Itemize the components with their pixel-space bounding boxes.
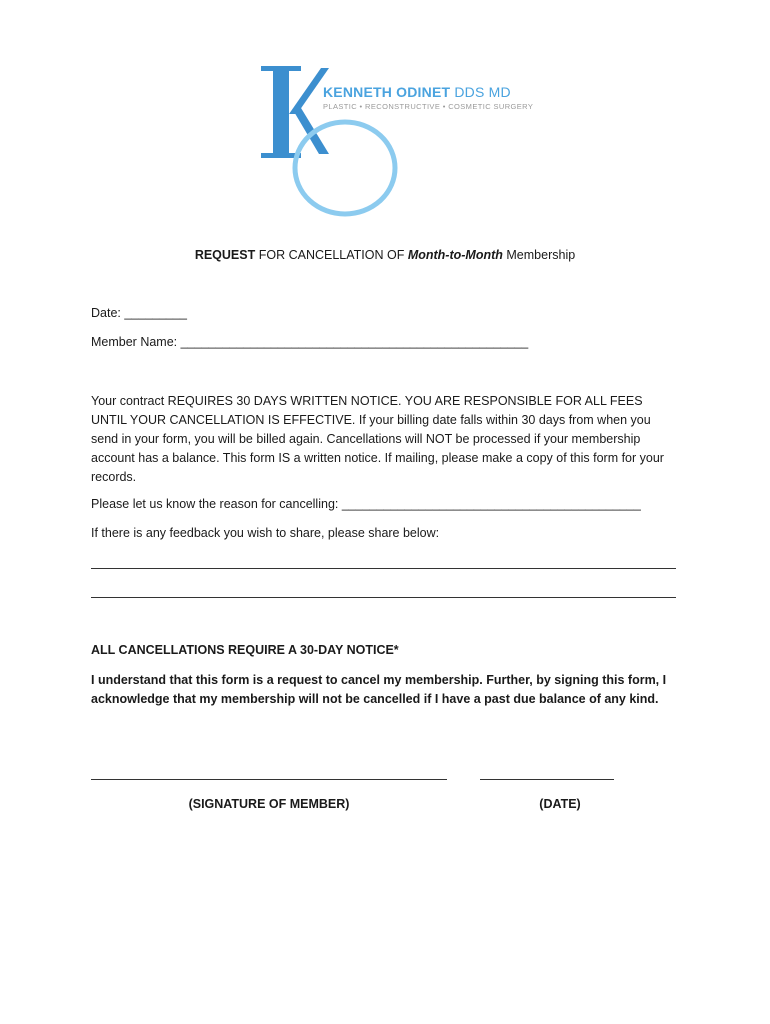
feedback-line-1[interactable] [91,568,676,569]
reason-field[interactable]: Please let us know the reason for cancelling: ___________________________________________ [91,497,641,511]
member-signature-line[interactable] [91,779,447,780]
requirement-heading: ALL CANCELLATIONS REQUIRE A 30-DAY NOTICE* [91,643,399,657]
member-name-field[interactable]: Member Name: __________________________________________________ [91,335,529,349]
document-title: REQUEST FOR CANCELLATION OF Month-to-Month Membership [194,248,576,262]
notice-paragraph: Your contract REQUIRES 30 DAYS WRITTEN NOTICE. YOU ARE RESPONSIBLE FOR ALL FEES UNTIL YOUR CANCELLATION IS EFFECTIVE. If your billing date falls within 30 days from when you send in your form, you will be billed again. Cancellations will NOT be processed if your membership account has a balance. This form IS a written notice. If mailing, please make a copy of this form for your records. [91,394,664,484]
signature-of-member-label: (SIGNATURE OF MEMBER) [188,797,350,811]
date-signature-line[interactable] [480,779,614,780]
brand-name: KENNETH ODINET DDS MD [323,84,511,100]
date-field[interactable]: Date: _________ [91,306,187,320]
date-label: (DATE) [539,797,581,811]
acknowledgement-paragraph: I understand that this form is a request to cancel my membership. Further, by signing this form, I acknowledge that my membership will not be cancelled if I have a past due balance of any kind. [91,673,667,706]
clinic-logo [255,58,534,223]
brand-tagline: PLASTIC • RECONSTRUCTIVE • COSMETIC SURGERY [323,102,534,111]
k-monogram-icon [255,58,525,223]
feedback-prompt: If there is any feedback you wish to share, please share below: [91,526,440,540]
feedback-line-2[interactable] [91,597,676,598]
